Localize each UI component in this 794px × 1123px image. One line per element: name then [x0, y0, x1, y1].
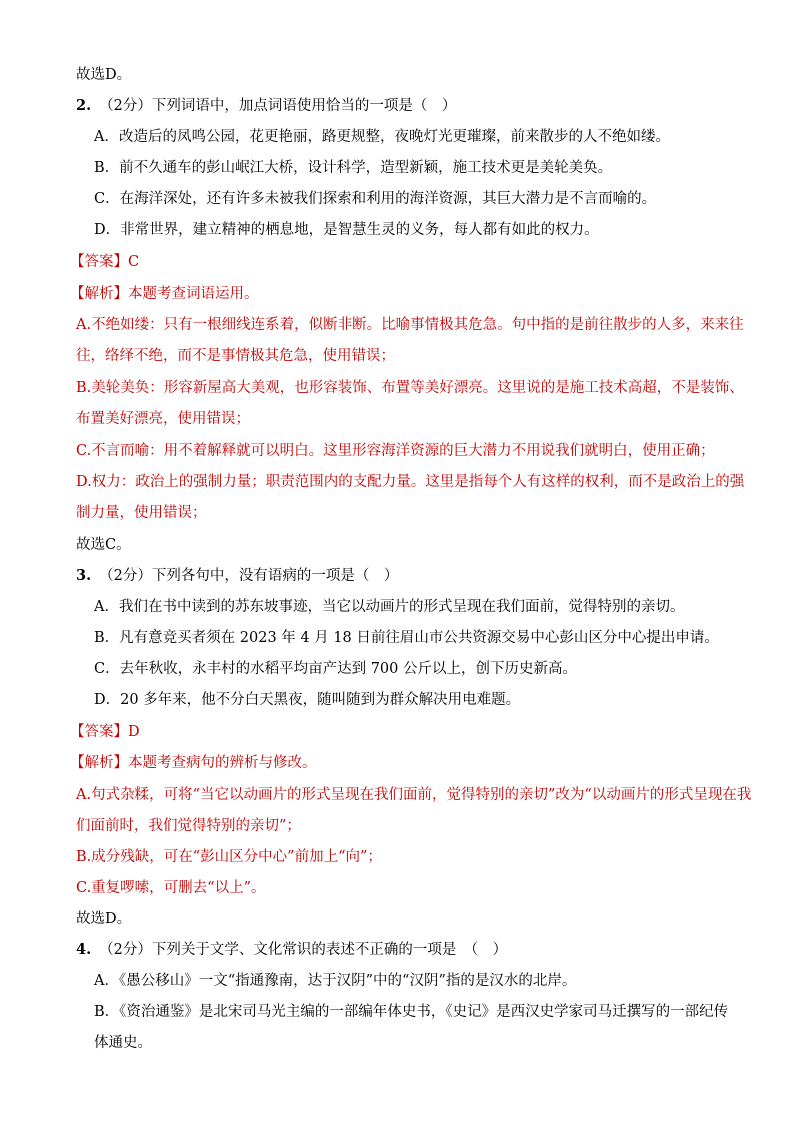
analysis-text: 本题考查病句的辨析与修改。 — [128, 755, 317, 771]
question-number: 2. — [76, 97, 92, 114]
q3-option-c: C．去年秋收，永丰村的水稻平均亩产达到 700 公斤以上，创下历史新高。 — [94, 661, 577, 677]
question-points: （2分） — [99, 568, 152, 584]
q3-option-a: A．我们在书中读到的苏东坡事迹，当它以动画片的形式呈现在我们面前，觉得特别的亲切。 — [94, 599, 685, 615]
analysis-label: 【解析】 — [70, 755, 128, 771]
question-3-stem — [76, 565, 398, 587]
q3-answer — [70, 721, 140, 743]
q2-option-b: B．前不久通车的彭山岷江大桥，设计科学，造型新颖，施工技术更是美轮美奂。 — [94, 160, 613, 176]
q2-option-c: C．在海洋深处，还有许多未被我们探索和利用的海洋资源，其巨大潜力是不言而喻的。 — [94, 191, 657, 207]
q3-detail-line: 们面前时，我们觉得特别的亲切”； — [76, 818, 301, 834]
q4-option-a: A．《愚公移山》一文“指通豫南，达于汉阴”中的“汉阴”指的是汉水的北岸。 — [94, 973, 577, 989]
question-text: 下列各句中，没有语病的一项是（ ） — [151, 568, 399, 584]
question-number: 4. — [76, 941, 92, 958]
question-2-stem — [76, 95, 456, 117]
q2-analysis — [70, 283, 259, 305]
answer-value: C — [128, 254, 140, 270]
answer-label: 【答案】 — [70, 254, 128, 270]
q2-detail-line: A.不绝如缕：只有一根细线连系着，似断非断。比喻事情极其危急。句中指的是前往散步的人多，来来往 — [76, 317, 744, 333]
q2-detail-line: B.美轮美奂：形容新屋高大美观，也形容装饰、布置等美好漂亮。这里说的是施工技术高超，不是装饰、 — [76, 380, 744, 396]
q2-detail-line: C.不言而喻：用不着解释就可以明白。这里形容海洋资源的巨大潜力不用说我们就明白，使用正确； — [76, 443, 715, 459]
q4-option-b: B．《资治通鉴》是北宋司马光主编的一部编年体史书，《史记》是西汉史学家司马迁撰写的一部纪传 — [94, 1004, 729, 1020]
q2-option-d: D．非常世界，建立精神的栖息地，是智慧生灵的义务，每人都有如此的权力。 — [94, 222, 599, 238]
q2-detail-line: 制力量，使用错误； — [76, 505, 207, 521]
question-text: 下列关于文学、文化常识的表述不正确的一项是 （ ） — [151, 942, 508, 958]
q2-detail-line: 布置美好漂亮，使用错误； — [76, 411, 250, 427]
analysis-text: 本题考查词语运用。 — [128, 286, 259, 302]
answer-label: 【答案】 — [70, 724, 128, 740]
q3-detail-line: B.成分残缺，可在“彭山区分中心”前加上“向”； — [76, 849, 382, 865]
q2-conclusion: 故选C。 — [76, 537, 131, 553]
q3-option-b: B．凡有意竞买者须在 2023 年 4 月 18 日前往眉山市公共资源交易中心彭山区分中心提出申请。 — [94, 630, 719, 646]
q2-detail-line: D.权力：政治上的强制力量；职责范围内的支配力量。这里是指每个人有这样的权利，而不是政治上的强 — [76, 474, 745, 490]
q3-detail-line: C.重复啰嗦，可删去“以上”。 — [76, 880, 266, 896]
analysis-label: 【解析】 — [70, 286, 128, 302]
q2-detail-line: 往，络绎不绝，而不是事情极其危急，使用错误； — [76, 348, 395, 364]
q4-option-b-continued: 体通史。 — [94, 1035, 152, 1051]
question-4-stem — [76, 939, 507, 961]
q2-answer — [70, 251, 139, 273]
question-points: （2分） — [99, 98, 152, 114]
question-text: 下列词语中，加点词语使用恰当的一项是（ ） — [151, 98, 457, 114]
q3-option-d: D．20 多年来，他不分白天黑夜，随叫随到为群众解决用电难题。 — [94, 692, 521, 708]
q3-detail-line: A.句式杂糅，可将“当它以动画片的形式呈现在我们面前，觉得特别的亲切”改为“以动画片的形式呈现在我 — [76, 787, 752, 803]
q3-conclusion: 故选D。 — [76, 911, 132, 927]
question-points: （2分） — [99, 942, 152, 958]
question-number: 3. — [76, 567, 92, 584]
conclusion-text: 故选D。 — [76, 67, 132, 83]
answer-value: D — [128, 724, 140, 740]
q2-option-a: A．改造后的凤鸣公园，花更艳丽，路更规整，夜晚灯光更璀璨，前来散步的人不绝如缕。 — [94, 129, 670, 145]
q3-analysis — [70, 752, 317, 774]
